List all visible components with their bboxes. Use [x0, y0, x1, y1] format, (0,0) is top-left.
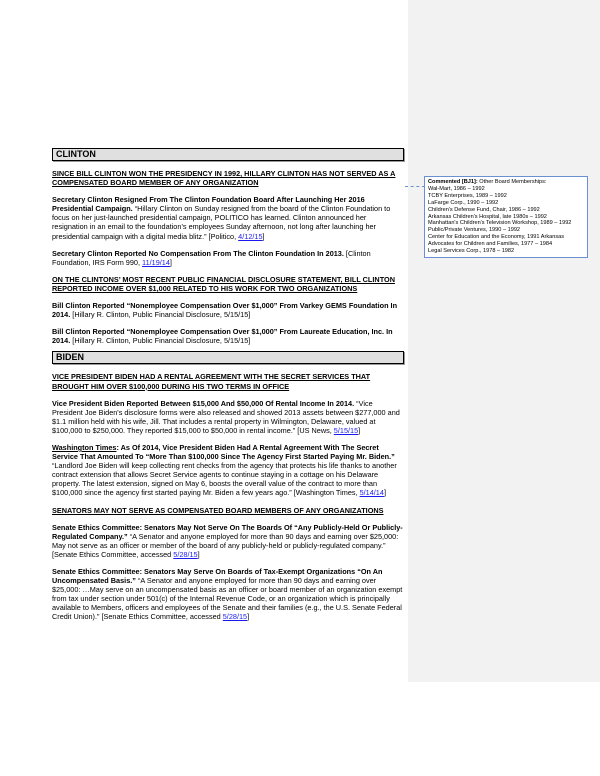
biden-p1-headline: Vice President Biden Reported Between $15,000 And $50,000 Of Rental Income In 2014. [52, 398, 355, 408]
comment-line: Children's Defense Fund, Chair, 1986 – 1992 [428, 206, 540, 213]
biden-p4-headline: Senate Ethics Committee: Senators May Serve On Boards of Tax-Exempt Organizations “On An Uncompensated Basis.” [52, 567, 383, 586]
biden-paragraph-2 [52, 443, 404, 498]
clinton-paragraph-1 [52, 195, 404, 240]
comment-line: Arkansas Children's Hospital, late 1980s – 1992 [428, 213, 547, 220]
comment-line: TCBY Enterprises, 1989 – 1992 [428, 192, 507, 199]
comment-line: Public/Private Ventures, 1990 – 1992 [428, 227, 521, 234]
comment-line: Manhattan's Children's Television Workshop, 1989 – 1992 [428, 220, 572, 227]
clinton-p4-headline: Bill Clinton Reported “Nonemployee Compensation Over $1,000” From Laureate Education, Inc. In 2014. [52, 327, 393, 346]
clinton-p1-text: “Hillary Clinton on Sunday resigned from the board of the Clinton Foundation to focus on her just-launched presidential campaign, POLITICO has learned. Clinton announced her resignation in an email to the foundation’s employees Sunday afternoon, not long after launching her presidential campaign with a digital media blitz.” [Politico, [52, 204, 391, 241]
section-header-clinton: CLINTON [52, 148, 404, 161]
comment-pane [408, 0, 600, 682]
clinton-paragraph-2 [52, 249, 404, 267]
comment-line: Advocates for Children and Families, 1977 – 1984 [428, 241, 553, 248]
biden-p1-end: ] [358, 425, 361, 435]
comment-intro: Other Board Memberships: [477, 179, 547, 185]
biden-p2-source: Washington Times [52, 442, 117, 452]
biden-p4-end: ] [247, 612, 250, 622]
comment-author: Commented [BJ1]: [428, 179, 478, 185]
comment-line: Wal-Mart, 1986 – 1992 [428, 185, 485, 192]
biden-subheading-2: SENATORS MAY NOT SERVE AS COMPENSATED BOARD MEMBERS OF ANY ORGANIZATIONS [52, 505, 384, 515]
clinton-p3-headline: Bill Clinton Reported “Nonemployee Compensation Over $1,000” From Varkey GEMS Foundation In 2014. [52, 301, 398, 320]
comment-line: Legal Services Corp., 1978 – 1982 [428, 248, 515, 255]
biden-p3-link[interactable]: 5/28/15 [173, 549, 198, 559]
comment-balloon[interactable] [424, 176, 588, 258]
clinton-p4-text: [Hillary R. Clinton, Public Financial Disclosure, 5/15/15] [70, 336, 251, 346]
clinton-p2-text: [Clinton Foundation, IRS Form 990, [52, 248, 371, 267]
comment-line: Center for Education and the Economy, 1991 Arkansas [428, 234, 565, 241]
clinton-paragraph-4 [52, 327, 404, 345]
clinton-p3-text: [Hillary R. Clinton, Public Financial Disclosure, 5/15/15] [70, 310, 251, 320]
section-header-biden: BIDEN [52, 351, 404, 364]
biden-p1-text: “Vice President Joe Biden's disclosure forms were also released and showed 2013 assets between $277,000 and $1.1 million held with his wife, Jill. That includes a rental property in Wilmington, Delaware, valued at $100,000 to $250,000. They reported $15,000 to $50,000 in rental income.” [US News, [52, 398, 400, 435]
biden-p2-text: “Landlord Joe Biden will keep collecting rent checks from the agency that protects his life thanks to another contract extension that allows Secret Service agents to continue staying in a cottage on his Delaware property. The latest extension, signed on May 6, boosts the overall value of the contract to more than $100,000 since the agency first started paying Mr. Biden a few years ago.” [Washington Times, [52, 461, 397, 498]
comment-line: LaFarge Corp., 1990 – 1992 [428, 199, 499, 206]
biden-p2-end: ] [383, 488, 386, 498]
clinton-p1-end: ] [262, 231, 265, 241]
biden-paragraph-4 [52, 567, 404, 622]
clinton-p2-headline: Secretary Clinton Reported No Compensation From The Clinton Foundation In 2013. [52, 248, 344, 258]
biden-p2-link[interactable]: 5/14/14 [359, 488, 384, 498]
clinton-p2-end: ] [169, 257, 172, 267]
comment-connector [405, 186, 425, 187]
clinton-p2-link[interactable]: 11/19/14 [142, 257, 170, 267]
clinton-p1-headline: Secretary Clinton Resigned From The Clinton Foundation Board After Launching Her 2016 Presidential Campaign. [52, 195, 365, 214]
biden-subheading-1: VICE PRESIDENT BIDEN HAD A RENTAL AGREEMENT WITH THE SECRET SERVICES THAT BROUGHT HIM OVER $100,000 DURING HIS TWO TERMS IN OFFICE [52, 372, 371, 391]
biden-p4-link[interactable]: 5/28/15 [222, 612, 248, 622]
clinton-subheading-2: ON THE CLINTONS’ MOST RECENT PUBLIC FINANCIAL DISCLOSURE STATEMENT, BILL CLINTON REPORTED INCOME OVER $1,000 RELATED TO HIS WORK FOR TWO ORGANIZATIONS [52, 274, 395, 293]
biden-p4-text: “A Senator and anyone employed for more than 90 days and earning over $25,000: …May serve on an uncompensated basis as an officer or board member of an organization exempt from tax under section under 501(c) of the Internal Revenue Code, or an organization which is principally available to Members, officers and employees of the Senate and their families (e.g., the U.S. Senate Federal Credit Union).” [Senate Ethics Committee, accessed [52, 576, 403, 622]
document-body [52, 148, 404, 622]
biden-paragraph-3 [52, 523, 404, 559]
clinton-subheading-1: SINCE BILL CLINTON WON THE PRESIDENCY IN 1992, HILLARY CLINTON HAS NOT SERVED AS A COMPENSATED BOARD MEMBER OF ANY ORGANIZATION [52, 169, 396, 188]
biden-p3-headline: Senate Ethics Committee: Senators May Not Serve On The Boards Of “Any Publicly-Held Or Publicly-Regulated Company.” [52, 522, 403, 541]
clinton-p1-link[interactable]: 4/12/15 [238, 231, 263, 241]
biden-paragraph-1 [52, 399, 404, 435]
biden-p1-link[interactable]: 5/15/15 [333, 425, 359, 435]
biden-p2-headline: : As Of 2014, Vice President Biden Had A Rental Agreement With The Secret Service That Amounted To “More Than $100,000 Since The Agency First Started Paying Mr. Biden.” [52, 442, 395, 462]
clinton-paragraph-3 [52, 301, 404, 319]
biden-p3-end: ] [197, 549, 200, 559]
biden-p3-text: “A Senator and anyone employed for more than 90 days and earning over $25,000: May not serve as an officer or member of the board of any publicly-held or publicly-regulated company.” [Senate Ethics Committee, accessed [52, 531, 399, 559]
